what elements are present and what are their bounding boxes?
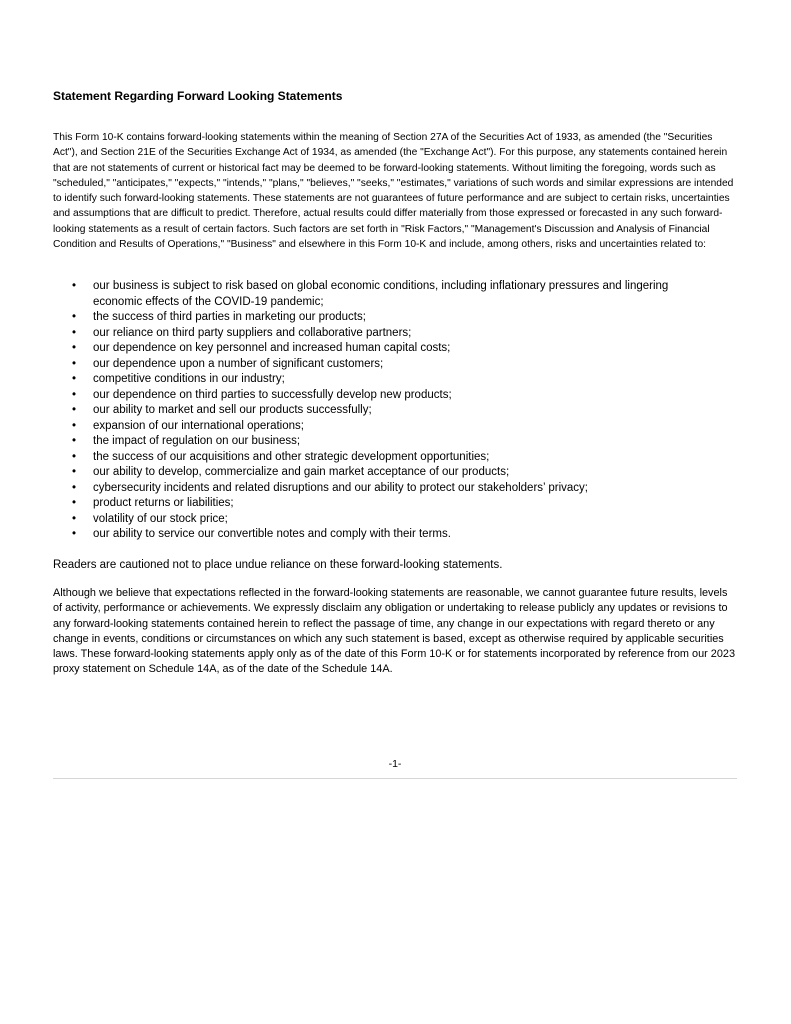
list-item xyxy=(53,481,737,497)
page-number: -1- xyxy=(388,758,402,770)
list-item-text: the success of third parties in marketing our products; xyxy=(93,311,366,323)
page-divider xyxy=(53,778,737,779)
closing-paragraph: Although we believe that expectations reflected in the forward-looking statements are reasonable, we cannot guarantee future results, levels of activity, performance or achievements. We expressly disclaim any obligation or undertaking to release publicly any updates or revisions to any forward-looking statements contained herein to reflect the passage of time, any change in our expectations with regard thereto or any change in events, conditions or circumstances on which any such statement is based, except as otherwise required by applicable securities laws. These forward-looking statements apply only as of the date of this Form 10-K or for statements incorporated by reference from our 2023 proxy statement on Schedule 14A, as of the date of the Schedule 14A. xyxy=(53,587,736,676)
list-item xyxy=(53,388,737,404)
list-item xyxy=(53,357,737,373)
bullet-icon: • xyxy=(72,466,77,478)
list-item xyxy=(53,403,737,419)
list-item xyxy=(53,341,737,357)
list-item-text: our ability to service our convertible notes and comply with their terms. xyxy=(93,528,451,540)
list-item xyxy=(53,279,737,310)
bullet-icon: • xyxy=(72,481,77,494)
list-item xyxy=(53,372,737,388)
section-heading: Statement Regarding Forward Looking Statements xyxy=(53,89,343,103)
bullet-icon: • xyxy=(72,404,77,416)
list-item-text: our ability to market and sell our products successfully; xyxy=(93,404,372,416)
list-item-text: the impact of regulation on our business; xyxy=(93,435,301,447)
list-item-text: our ability to develop, commercialize and gain market acceptance of our products; xyxy=(93,466,510,478)
list-item-text: cybersecurity incidents and related disruptions and our ability to protect our stakeholders’ privacy; xyxy=(93,481,588,494)
bullet-icon: • xyxy=(72,280,77,292)
bullet-icon: • xyxy=(72,326,77,339)
list-item-text: our dependence on third parties to successfully develop new products; xyxy=(93,388,452,401)
bullet-icon: • xyxy=(72,342,77,354)
list-item xyxy=(53,527,737,543)
bullet-icon: • xyxy=(72,528,77,540)
list-item xyxy=(53,465,737,481)
risk-factor-list xyxy=(53,279,737,543)
bullet-icon: • xyxy=(72,450,77,463)
list-item-text: our dependence upon a number of significant customers; xyxy=(93,357,384,370)
list-item-text: our dependence on key personnel and increased human capital costs; xyxy=(93,342,451,354)
list-item-text: product returns or liabilities; xyxy=(93,497,234,509)
bullet-icon: • xyxy=(72,357,77,370)
bullet-icon: • xyxy=(72,512,77,525)
list-item xyxy=(53,434,737,450)
list-item-text: expansion of our international operations; xyxy=(93,419,304,432)
bullet-icon: • xyxy=(72,311,77,323)
list-item-text: competitive conditions in our industry; xyxy=(93,373,285,385)
list-item xyxy=(53,496,737,512)
list-item-text: our business is subject to risk based on global economic conditions, including inflationary pressures and lingering economic effects of the COVID-19 pandemic; xyxy=(93,280,669,308)
bullet-icon: • xyxy=(72,497,77,509)
list-item xyxy=(53,326,737,342)
list-item xyxy=(53,450,737,466)
bullet-icon: • xyxy=(72,419,77,432)
list-item-text: our reliance on third party suppliers and collaborative partners; xyxy=(93,326,412,339)
bullet-icon: • xyxy=(72,435,77,447)
list-item xyxy=(53,419,737,435)
list-item xyxy=(53,310,737,326)
list-item-text: volatility of our stock price; xyxy=(93,512,228,525)
list-item xyxy=(53,512,737,528)
list-item-text: the success of our acquisitions and other strategic development opportunities; xyxy=(93,450,490,463)
bullet-icon: • xyxy=(72,373,77,385)
intro-paragraph: This Form 10-K contains forward-looking statements within the meaning of Section 27A of the Securities Act of 1933, as amended (the "Securities Act"), and Section 21E of the Securities Exchange Act of 1934, as amended (the "Exchange Act"). For this purpose, any statements contained herein that are not statements of current or historical fact may be deemed to be forward-looking statements. Without limiting the foregoing, words such as "scheduled," "anticipates," "expects," "intends," "plans," "believes," "seeks," "estimates," variations of such words and similar expressions are intended to identify such forward-looking statements. These statements are not guarantees of future performance and are subject to certain risks, uncertainties and assumptions that are difficult to predict. Therefore, actual results could differ materially from those expressed or forecasted in any such forward-looking statements as a result of certain factors. Such factors are set forth in "Risk Factors," "Management's Discussion and Analysis of Financial Condition and Results of Operations," "Business" and elsewhere in this Form 10-K and include, among others, risks and uncertainties related to: xyxy=(53,132,734,250)
caution-paragraph: Readers are cautioned not to place undue reliance on these forward-looking statements. xyxy=(53,559,503,571)
bullet-icon: • xyxy=(72,388,77,401)
